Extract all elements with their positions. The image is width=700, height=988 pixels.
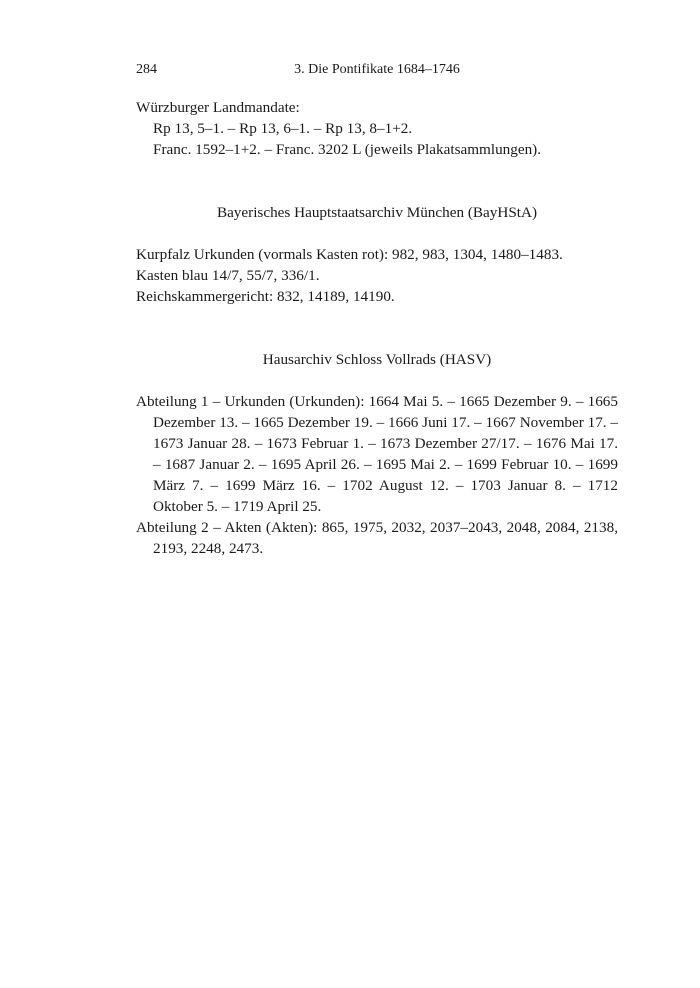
heading-spacer [136,370,618,391]
bayhsta-entry: Kasten blau 14/7, 55/7, 336/1. [136,267,320,284]
section-spacer [136,160,618,202]
page-number: 284 [136,62,157,77]
heading-spacer [136,223,618,244]
bayhsta-entry: Reichskammergericht: 832, 14189, 14190. [136,288,395,305]
bayhsta-entry: Kurpfalz Urkunden (vormals Kasten rot): 982, 983, 1304, 1480–1483. [136,246,563,263]
wuerzburg-section [136,97,618,160]
wuerzburg-line: Franc. 1592–1+2. – Franc. 3202 L (jeweils Plakatsammlungen). [153,141,542,158]
running-head: 3. Die Pontifikate 1684–1746 [294,62,460,77]
bayhsta-heading: Bayerisches Hauptstaatsarchiv München (BayHStA) [216,204,538,221]
page-header [136,62,618,82]
hasv-entry: Abteilung 2 – Akten (Akten): 865, 1975, 2032, 2037–2043, 2048, 2084, 2138, 2193, 2248, 2473. [136,519,618,557]
page-body [136,97,618,559]
section-spacer [136,307,618,349]
wuerzburg-line: Rp 13, 5–1. – Rp 13, 6–1. – Rp 13, 8–1+2. [153,120,413,137]
wuerzburg-title: Würzburger Landmandate: [136,99,300,116]
hasv-section [136,349,618,559]
hasv-entry: Abteilung 1 – Urkunden (Urkunden): 1664 Mai 5. – 1665 Dezember 9. – 1665 Dezember 13. – 1665 Dezember 19. – 1666 Juni 17. – 1667 November 17. – 1673 Januar 28. – 1673 Februar 1. – 1673 Dezember 27/17. – 1676 Mai 17. – 1687 Januar 2. – 1695 April 26. – 1695 Mai 2. – 1699 Februar 10. – 1699 März 7. – 1699 März 16. – 1702 August 12. – 1703 Januar 8. – 1712 Oktober 5. – 1719 April 25. [136,393,618,515]
bayhsta-section [136,202,618,307]
hasv-heading: Hausarchiv Schloss Vollrads (HASV) [262,351,492,368]
